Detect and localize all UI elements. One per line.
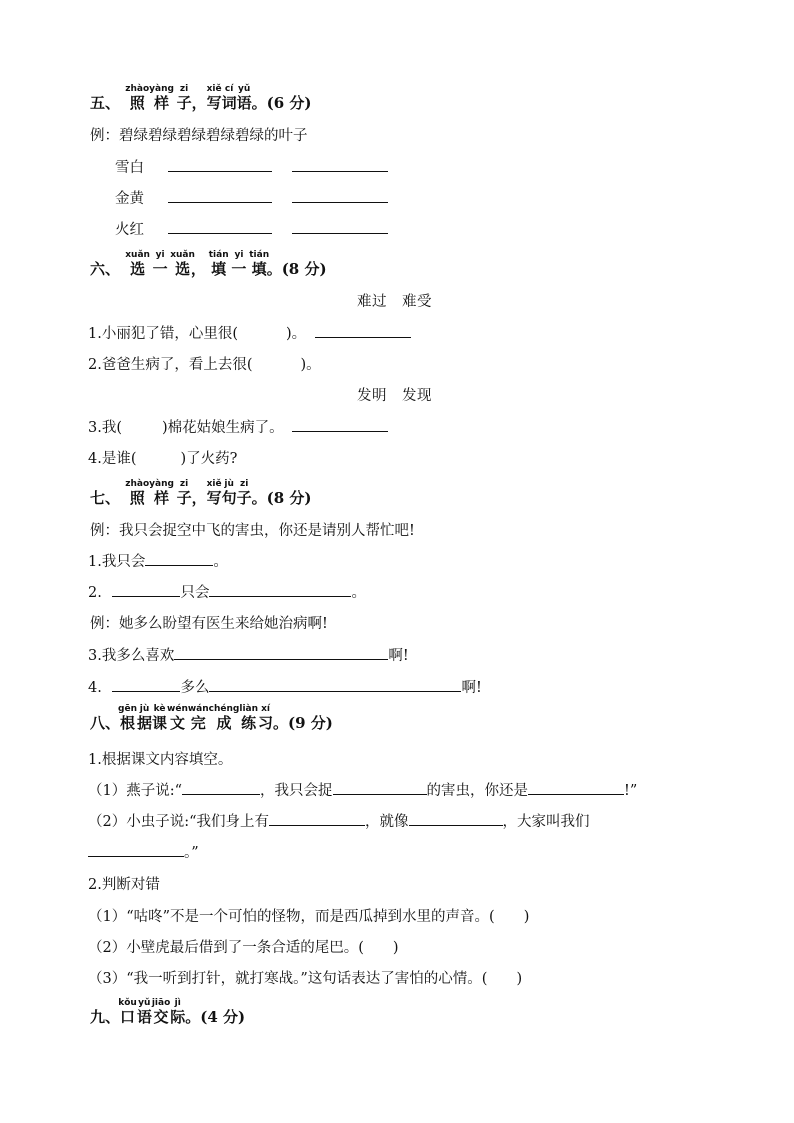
- answer-blank[interactable]: [292, 188, 388, 203]
- answer-blank[interactable]: [182, 780, 260, 795]
- ruby-char: 子zi: [236, 479, 252, 507]
- ruby-char: 照zhào: [125, 479, 150, 507]
- answer-blank[interactable]: [112, 677, 180, 692]
- answer-blank[interactable]: [269, 811, 365, 826]
- answer-blank[interactable]: [409, 811, 503, 826]
- ruby-char: 语yǔ: [136, 998, 152, 1026]
- answer-blank[interactable]: [292, 219, 388, 234]
- question-line: 1.我只会 。: [88, 550, 228, 571]
- section-7-heading: 七、 照zhào 样yàng 子zi，写xiě句jù子zi。(8 分): [90, 479, 312, 507]
- word-row: [115, 187, 388, 208]
- answer-blank[interactable]: [292, 417, 388, 432]
- word-options: 发明 发现: [357, 388, 432, 404]
- ruby-char: 照zhào: [125, 84, 150, 112]
- answer-blank[interactable]: [209, 582, 351, 597]
- section-5-title: 照zhào 样yàng 子zi，写xiě词cí语yǔ。(6 分): [125, 84, 312, 112]
- question-line: 1.根据课文内容填空。: [88, 752, 233, 768]
- ruby-char: 习xí: [258, 704, 274, 732]
- question-line: 3.我( )棉花姑娘生病了。: [88, 416, 388, 437]
- ruby-char: 文wén: [167, 704, 188, 732]
- section-score: 。(8 分): [266, 260, 327, 278]
- question-line: 4.是谁( )了火药?: [88, 451, 238, 467]
- answer-blank[interactable]: [174, 645, 388, 660]
- ruby-char: 一yi: [231, 250, 247, 278]
- word-label: 火红: [115, 222, 144, 238]
- ruby-char: 子zi: [176, 479, 192, 507]
- section-8-title: [118, 704, 333, 732]
- example-line: 例：她多么盼望有医生来给她治病啊!: [90, 616, 328, 632]
- ruby-char: 课kè: [152, 704, 168, 732]
- ruby-char: 据jù: [137, 704, 153, 732]
- question-line: 2. 只会 。: [88, 581, 366, 602]
- question-line: （2）小虫子说:“我们身上有 ，就像 ，大家叫我们: [88, 810, 590, 831]
- section-7-title: 照zhào 样yàng 子zi，写xiě句jù子zi。(8 分): [125, 479, 312, 507]
- section-score: 。(6 分): [251, 94, 312, 112]
- answer-blank[interactable]: [112, 582, 180, 597]
- answer-blank[interactable]: [145, 551, 213, 566]
- ruby-char: 填tián: [249, 250, 270, 278]
- section-score: 。(8 分): [251, 489, 312, 507]
- ruby-char: 词cí: [221, 84, 237, 112]
- ruby-char: 际jì: [170, 998, 186, 1026]
- answer-blank[interactable]: [315, 323, 411, 338]
- judge-line: （1）“咕咚”不是一个可怕的怪物，而是西瓜掉到水里的声音。( ): [88, 909, 530, 925]
- section-score: 。(9 分): [273, 714, 333, 732]
- ruby-char: 写xiě: [206, 479, 222, 507]
- word-label: 金黄: [115, 191, 144, 207]
- section-9-heading: 九、口kǒu语yǔ交jiāo际jì。(4 分): [90, 998, 246, 1026]
- answer-blank[interactable]: [168, 157, 272, 172]
- ruby-char: 口kǒu: [118, 998, 137, 1026]
- answer-blank[interactable]: [168, 219, 272, 234]
- ruby-char: 句jù: [221, 479, 237, 507]
- question-line: 3.我多么喜欢 啊!: [88, 644, 409, 665]
- ruby-char: 选xuǎn: [170, 250, 195, 278]
- answer-blank[interactable]: [528, 780, 624, 795]
- example-line: 例：碧绿碧绿碧绿碧绿碧绿的叶子: [90, 128, 308, 144]
- ruby-char: 一yi: [152, 250, 168, 278]
- ruby-char: 练liàn: [239, 704, 259, 732]
- question-line: 2.爸爸生病了，看上去很( )。: [88, 357, 321, 373]
- judge-line: （2）小壁虎最后借到了一条合适的尾巴。( ): [88, 940, 399, 956]
- ruby-char: 交jiāo: [151, 998, 171, 1026]
- answer-blank[interactable]: [88, 842, 184, 857]
- question-line: （1）燕子说:“ ，我只会捉 的害虫，你还是 !”: [88, 779, 637, 800]
- ruby-char: 完wán: [187, 704, 209, 732]
- ruby-char: 写xiě: [206, 84, 222, 112]
- ruby-char: 根gēn: [118, 704, 138, 732]
- ruby-char: 样yàng: [149, 84, 174, 112]
- word-row: [115, 156, 388, 177]
- answer-blank[interactable]: [209, 677, 461, 692]
- section-5-heading: 五、 照zhào 样yàng 子zi，写xiě词cí语yǔ。(6 分): [90, 84, 312, 112]
- example-line: 例：我只会捉空中飞的害虫，你还是请别人帮忙吧!: [90, 523, 415, 539]
- section-6-heading: 六、 选xuǎn 一yi 选xuǎn， 填tián 一yi 填tián。(8 分): [90, 250, 327, 278]
- ruby-char: 样yàng: [149, 479, 174, 507]
- question-line: 1.小丽犯了错，心里很( )。: [88, 322, 411, 343]
- answer-blank[interactable]: [168, 188, 272, 203]
- section-8-heading: 八、根gēn据jù课kè文wén完wán成chéng练liàn习xí。(9 分): [90, 704, 333, 732]
- question-line: 。”: [88, 841, 199, 862]
- word-row: [115, 218, 388, 239]
- ruby-char: 语yǔ: [236, 84, 252, 112]
- section-9-title: [118, 998, 246, 1026]
- section-6-title: 选xuǎn 一yi 选xuǎn， 填tián 一yi 填tián。(8 分): [125, 250, 327, 278]
- ruby-char: 选xuǎn: [125, 250, 150, 278]
- ruby-char: 填tián: [208, 250, 229, 278]
- question-line: 2.判断对错: [88, 877, 160, 893]
- section-score: 。(4 分): [185, 1008, 246, 1026]
- ruby-char: 子zi: [176, 84, 192, 112]
- answer-blank[interactable]: [292, 157, 388, 172]
- answer-blank[interactable]: [333, 780, 427, 795]
- word-label: 雪白: [115, 160, 144, 176]
- word-options: 难过 难受: [357, 294, 432, 310]
- judge-line: （3）“我一听到打针，就打寒战。”这句话表达了害怕的心情。( ): [88, 971, 523, 987]
- question-line: 4. 多么 啊!: [88, 676, 482, 697]
- ruby-char: 成chéng: [208, 704, 240, 732]
